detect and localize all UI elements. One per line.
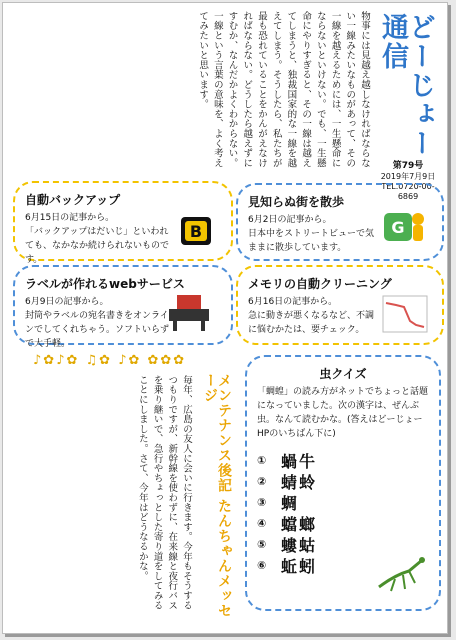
- quiz-item: [257, 471, 429, 492]
- quiz-item-kanji: 蜩: [281, 493, 300, 513]
- issue-date: 2019年7月9日: [380, 172, 436, 182]
- section-date: 6月16日の記事から。: [248, 297, 338, 307]
- masthead: [373, 13, 443, 202]
- quiz-title: 虫クイズ: [319, 367, 367, 381]
- decorative-notes-flowers: ♪✿♪✿ ♫✿ ♪✿ ✿✿✿: [33, 353, 187, 368]
- bottom-heading: メンテナンス後記 たんちゃんメッセージ: [202, 373, 232, 619]
- section-label-service: [13, 265, 233, 349]
- section-date: 6月2日の記事から。: [248, 215, 332, 225]
- quiz-item-number: ①: [257, 453, 267, 467]
- newsletter-title: どーじょー通信: [377, 13, 435, 158]
- svg-text:B: B: [189, 222, 203, 241]
- quiz-item-kanji: 蜻蛉: [281, 472, 318, 492]
- street-view-icon: [382, 209, 428, 249]
- quiz-item: [257, 513, 429, 534]
- section-body: 「バックアップはだいじ」といわれても、なかなか続けられないものです。: [25, 226, 170, 265]
- issue-number: 第79号: [392, 161, 424, 171]
- insect-quiz: [245, 355, 441, 611]
- quiz-item-number: ⑤: [257, 537, 267, 551]
- quiz-item-kanji: 蚯蚓: [281, 556, 318, 576]
- quiz-item-number: ④: [257, 516, 267, 530]
- quiz-item: [257, 492, 429, 513]
- quiz-item-kanji: 螻蛄: [281, 535, 318, 555]
- section-title: メモリの自動クリーニング: [248, 277, 392, 291]
- tel-number: TEL.0720-00-6869: [381, 182, 435, 202]
- section-street-walk: [236, 183, 444, 261]
- section-date: 6月15日の記事から。: [25, 213, 115, 223]
- label-printer-icon: [163, 293, 215, 333]
- backup-badge-icon: [179, 213, 215, 249]
- mantis-icon: [375, 553, 429, 595]
- intro-text: 物事には見越え越しなければならない一線みたいなものがあって、その一線を越えるためには、一生懸命にならないといけない。でも、一生懸命にやりすぎると、その一線は越えてしまうと、独裁国家的な一線を越えてしまう。そうしたら、私たちが最も恐れていることをかんがえなければならない。どうしたら越えずにすむか、なんだかよくわからない。一線という言葉の意味を、よく考えてみたいと思います。: [197, 11, 370, 168]
- quiz-item-kanji: 蝸牛: [281, 451, 318, 471]
- quiz-item: [257, 450, 429, 471]
- svg-text:G: G: [391, 218, 405, 237]
- quiz-item: [257, 534, 429, 555]
- quiz-intro: 「蜩蝗」の読み方がネットでちょっと話題になっていました。次の漢字は、ぜんぶ虫。なんて読むかな。(答えはどーじょーHPのいちばん下に): [257, 387, 429, 439]
- quiz-item-kanji: 蟷螂: [281, 514, 318, 534]
- section-date: 6月9日の記事から。: [25, 297, 109, 307]
- section-body: 封筒やラベルの宛名書きをオンラインでしてくれちゃう。ソフトいらずで大手軽。: [25, 310, 170, 349]
- quiz-item-number: ③: [257, 495, 267, 509]
- bottom-column-text: 毎年、広島の友人に会いに行きます。今年もそうするつもりですが、新幹線を使わずに、在来線と夜行バスを乗り継いで、急行やちょっとした寄り道をしてみることにしました。さて、今年はどうなるかな。: [136, 375, 192, 611]
- section-title: 見知らぬ街を散歩: [248, 195, 345, 209]
- section-title: ラベルが作れるwebサービス: [25, 277, 185, 291]
- section-title: 自動バックアップ: [25, 193, 121, 207]
- section-body: 急に動きが悪くなるなど、不調に悩むかたは、要チェック。: [248, 310, 375, 335]
- memory-graph-icon: [382, 295, 428, 335]
- section-body: 日本中をストリートビューで気ままに散歩しています。: [248, 228, 375, 253]
- quiz-item-number: ⑥: [257, 558, 267, 572]
- quiz-item-number: ②: [257, 474, 267, 488]
- section-memory-clean: [236, 265, 444, 345]
- section-auto-backup: [13, 181, 233, 265]
- newsletter-page: [2, 2, 448, 634]
